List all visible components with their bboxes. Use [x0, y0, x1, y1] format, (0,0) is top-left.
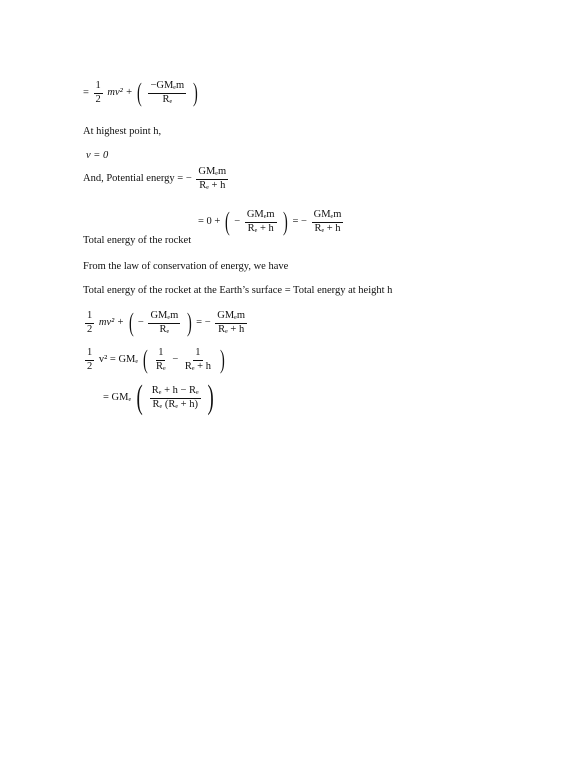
- equation-v-zero: v = 0: [86, 150, 109, 161]
- right-paren: ): [192, 78, 198, 107]
- fraction-te-rhs: $\frac{\text{GMₑm}}{\text{Rₑ + h}}$: [313, 209, 342, 234]
- text-conservation: From the law of conservation of energy, we have: [83, 261, 289, 272]
- text-total-energy-rocket: Total energy of the rocket: [83, 235, 192, 246]
- text-surface-equals-height: Total energy of the rocket at the Earth’s surface = Total energy at height h: [83, 285, 393, 296]
- equation-final: = GMₑ ( $\frac{\text{Rₑ + h − Rₑ}}{\text{Rₑ (Rₑ + h)}}$ ): [103, 379, 215, 416]
- equation-velocity-squared: $\frac{1}{2}$ v² = GMₑ ( $\frac{1}{\text{Rₑ}}$ − $\frac{1}{\text{Rₑ + h}}$ ): [87, 345, 225, 374]
- text-highest-point: At highest point h,: [83, 126, 162, 137]
- fraction-potential-height: $\frac{\text{GMₑm}}{\text{Rₑ + h}}$: [198, 166, 227, 191]
- equation-total-energy-height: = 0 + ( − $\frac{\text{GMₑm}}{\text{Rₑ + h}}$ ) = − $\frac{\text{GMₑm}}{\text{Rₑ + h}}$: [198, 207, 342, 236]
- equation-potential-energy: And, Potential energy = − $\frac{\text{GMₑm}}{\text{Rₑ + h}}$: [83, 166, 227, 191]
- fraction-potential-surface: $\frac{\text{−GMₑm}}{\text{Rₑ}}$: [150, 80, 185, 105]
- fraction-te-inner: $\frac{\text{GMₑm}}{\text{Rₑ + h}}$: [246, 209, 275, 234]
- left-paren: (: [137, 78, 142, 107]
- fraction-half: $\frac{1}{2}$: [95, 80, 101, 105]
- equation-total-energy-surface: = $\frac{1}{2}$ mv² + ( $\frac{\text{−GMₑm}}{\text{Rₑ}}$ ): [83, 78, 198, 107]
- equation-conservation: $\frac{1}{2}$ mv² + ( − $\frac{\text{GMₑm}}{\text{Rₑ}}$ ) = − $\frac{\text{GMₑm}}{\text{Rₑ + h}}$: [87, 308, 246, 337]
